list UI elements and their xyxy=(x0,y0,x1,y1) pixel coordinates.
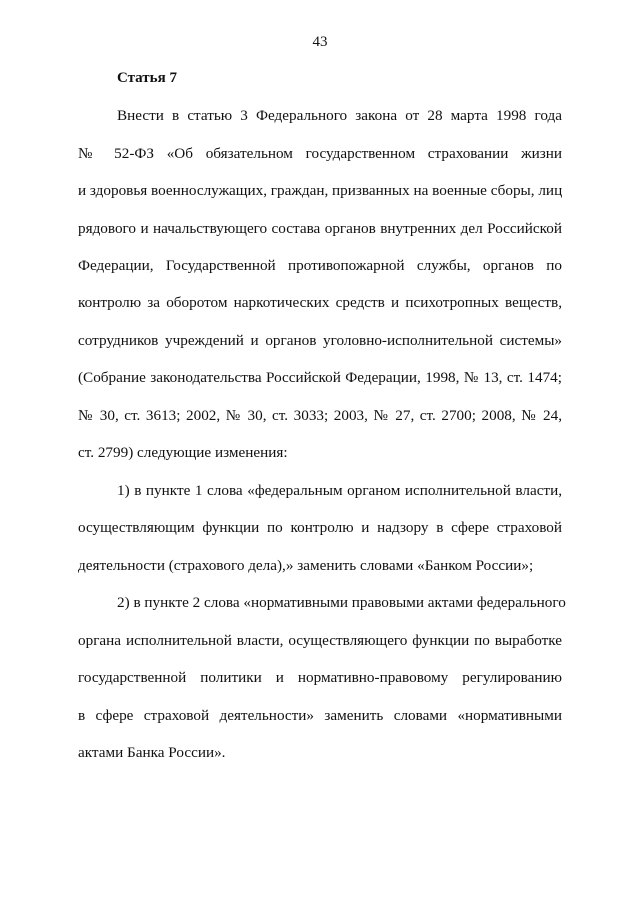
text-line: сотрудников учреждений и органов уголовно-исполнительной системы» xyxy=(78,332,562,349)
text-line: и здоровья военнослужащих, граждан, призванных на военные сборы, лиц xyxy=(78,182,563,199)
text-line: осуществляющим функции по контролю и надзору в сфере страховой xyxy=(78,519,562,536)
text-line: № 52-ФЗ «Об обязательном государственном страховании жизни xyxy=(78,145,562,162)
article-heading: Статья 7 xyxy=(117,70,177,86)
text-line: деятельности (страхового дела),» заменить словами «Банком России»; xyxy=(78,557,534,574)
text-line: контролю за оборотом наркотических средств и психотропных веществ, xyxy=(78,294,562,311)
text-line: 2) в пункте 2 слова «нормативными правовыми актами федерального xyxy=(117,594,566,611)
text-line: 1) в пункте 1 слова «федеральным органом исполнительной власти, xyxy=(117,482,562,499)
text-line: актами Банка России». xyxy=(78,744,226,761)
text-line: ст. 2799) следующие изменения: xyxy=(78,444,288,461)
text-line: рядового и начальствующего состава органов внутренних дел Российской xyxy=(78,220,562,237)
text-line: Внести в статью 3 Федерального закона от 28 марта 1998 года xyxy=(117,107,562,124)
text-line: № 30, ст. 3613; 2002, № 30, ст. 3033; 2003, № 27, ст. 2700; 2008, № 24, xyxy=(78,407,562,424)
page-number: 43 xyxy=(312,34,328,50)
text-line: государственной политики и нормативно-правовому регулированию xyxy=(78,669,562,686)
text-line: (Собрание законодательства Российской Федерации, 1998, № 13, ст. 1474; xyxy=(78,369,562,386)
text-line: Федерации, Государственной противопожарной службы, органов по xyxy=(78,257,562,274)
text-line: в сфере страховой деятельности» заменить словами «нормативными xyxy=(78,707,562,724)
text-line: органа исполнительной власти, осуществляющего функции по выработке xyxy=(78,632,562,649)
